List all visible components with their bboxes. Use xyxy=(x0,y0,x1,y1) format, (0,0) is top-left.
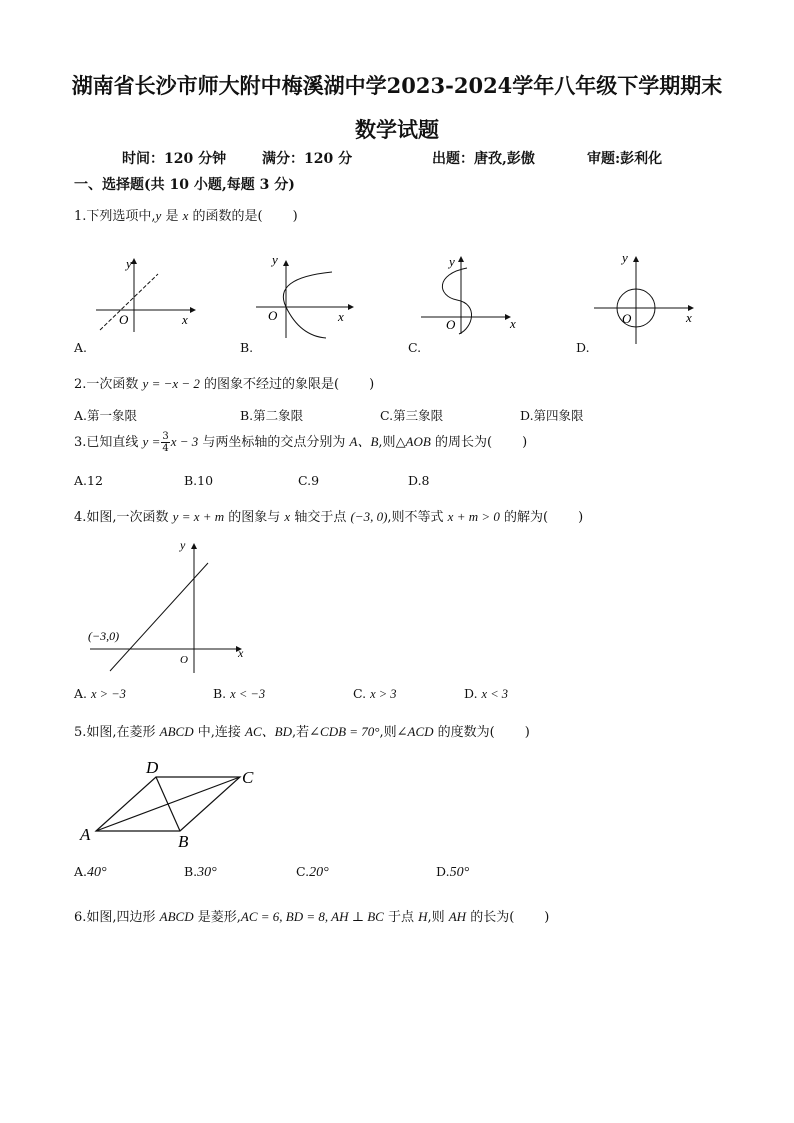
q5-text: 的度数为( xyxy=(433,725,495,740)
fraction-numerator: 3 xyxy=(162,431,169,442)
q4-option-c[interactable] xyxy=(353,686,397,702)
vertex-c-label: C xyxy=(242,768,254,787)
q2-text: ) xyxy=(369,377,375,392)
q5-shape: ABCD xyxy=(159,724,194,739)
fraction-denominator: 4 xyxy=(162,443,169,454)
q4-option-b[interactable] xyxy=(213,686,265,702)
question-3 xyxy=(74,431,527,454)
q4-text: 4.如图,一次函数 xyxy=(74,510,173,525)
q3-text: 3.已知直线 xyxy=(74,435,143,450)
q5-text: ) xyxy=(524,725,530,740)
vertex-d-label: D xyxy=(146,758,159,777)
q4-expression: y = x + m xyxy=(172,509,225,524)
q3-text: 的周长为( xyxy=(430,435,493,450)
exam-subtitle: 数学试题 xyxy=(355,117,439,142)
y-axis-label: y xyxy=(126,256,132,271)
q1-graph-d xyxy=(592,246,702,346)
q4-text: ,则不等式 xyxy=(387,510,448,525)
exam-reviewer: 审题:彭利化 xyxy=(587,151,663,167)
q1-option-a[interactable]: A. xyxy=(74,340,88,355)
x-axis-label: x xyxy=(510,316,516,331)
option-value: x > 3 xyxy=(370,687,397,701)
q3-triangle: △AOB xyxy=(395,434,431,449)
origin-label: O xyxy=(446,317,456,332)
question-2 xyxy=(74,373,374,392)
x-axis-label: x xyxy=(238,646,244,660)
q5-option-b[interactable] xyxy=(184,864,217,881)
q2-option-d[interactable]: D.第四象限 xyxy=(520,408,584,423)
q5-angle: ∠CDB = 70° xyxy=(309,724,380,739)
q3-points: A、B xyxy=(349,434,379,449)
q2-option-b[interactable]: B.第二象限 xyxy=(240,408,304,423)
exam-setters: 出题：唐孜,彭傲 xyxy=(432,151,535,167)
option-value: 50° xyxy=(449,865,470,880)
q3-expr: x − 3 xyxy=(170,434,199,449)
q3-option-a[interactable]: A.12 xyxy=(74,473,103,488)
option-letter: D. xyxy=(436,864,450,879)
q2-text: 2.一次函数 xyxy=(74,377,143,392)
q3-option-d[interactable]: D.8 xyxy=(408,473,430,488)
q1-graph-a xyxy=(90,250,200,335)
vertex-b-label: B xyxy=(178,832,189,851)
q4-option-a[interactable] xyxy=(74,686,126,702)
x-axis-label: x xyxy=(686,310,692,325)
q3-text: ,则 xyxy=(378,435,396,450)
q2-option-a[interactable]: A.第一象限 xyxy=(74,408,138,423)
q6-text: ,则 xyxy=(427,910,449,925)
q4-option-d[interactable] xyxy=(464,686,508,702)
q1-graph-b xyxy=(250,250,360,340)
q1-option-c[interactable]: C. xyxy=(408,340,422,355)
exam-time: 时间：120 分钟 xyxy=(122,151,227,167)
q6-text: 于点 xyxy=(383,910,419,925)
q6-conditions: AC = 6, BD = 8, AH ⊥ BC xyxy=(240,909,384,924)
q5-target: ∠ACD xyxy=(396,724,434,739)
q1-text: ) xyxy=(292,209,298,224)
option-value: 30° xyxy=(197,865,217,880)
q6-shape: ABCD xyxy=(159,909,194,924)
option-value: 40° xyxy=(87,865,107,880)
option-letter: C. xyxy=(296,864,310,879)
q4-point: (−3, 0) xyxy=(350,509,388,524)
q1-text: 的函数的是( xyxy=(188,209,263,224)
q6-segment-ah: AH xyxy=(448,909,467,924)
q1-var-x: x xyxy=(182,208,189,223)
q5-option-a[interactable] xyxy=(74,864,107,881)
option-value: x > −3 xyxy=(91,687,126,701)
q6-text: 的长为( xyxy=(466,910,515,925)
q1-var-y: y xyxy=(155,208,162,223)
x-axis-label: x xyxy=(182,312,188,327)
q2-option-c[interactable]: C.第三象限 xyxy=(380,408,444,423)
origin-label: O xyxy=(119,312,129,327)
q5-text: 5.如图,在菱形 xyxy=(74,725,160,740)
y-axis-label: y xyxy=(449,254,455,269)
y-axis-label: y xyxy=(180,538,186,552)
option-letter: A. xyxy=(74,686,88,701)
q4-var-x: x xyxy=(284,509,291,524)
q4-text: 的解为( xyxy=(499,510,549,525)
q1-graph-c xyxy=(415,250,525,335)
q3-option-b[interactable]: B.10 xyxy=(184,473,214,488)
q1-option-b[interactable]: B. xyxy=(240,340,254,355)
question-4 xyxy=(74,506,583,525)
q1-text: 是 xyxy=(161,209,183,224)
question-1 xyxy=(74,205,298,224)
q2-expression: y = −x − 2 xyxy=(142,376,200,391)
option-letter: B. xyxy=(184,864,198,879)
origin-label: O xyxy=(268,308,278,323)
option-letter: C. xyxy=(353,686,367,701)
q3-option-c[interactable]: C.9 xyxy=(298,473,320,488)
y-axis-label: y xyxy=(622,250,628,265)
q4-inequality: x + m > 0 xyxy=(447,509,500,524)
question-5 xyxy=(74,721,530,740)
exam-title: 湖南省长沙市师大附中梅溪湖中学2023-2024学年八年级下学期期末 xyxy=(71,73,723,98)
q4-graph xyxy=(86,535,256,675)
option-letter: D. xyxy=(464,686,478,701)
q5-rhombus-figure xyxy=(74,755,274,851)
q3-text: ) xyxy=(522,435,528,450)
vertex-a-label: A xyxy=(80,825,91,844)
q1-text: 1.下列选项中, xyxy=(74,209,156,224)
q5-text: 中,连接 xyxy=(193,725,246,740)
q3-expr: y = xyxy=(142,434,161,449)
section-heading: 一、选择题(共 10 小题,每题 3 分) xyxy=(74,177,295,193)
intercept-label: (−3,0) xyxy=(88,629,120,643)
q3-text: 与两坐标轴的交点分别为 xyxy=(198,435,350,450)
q5-text: ,则 xyxy=(379,725,397,740)
option-value: x < 3 xyxy=(481,687,509,701)
exam-score: 满分：120 分 xyxy=(262,151,353,167)
option-value: x < −3 xyxy=(230,687,266,701)
origin-label: O xyxy=(180,654,188,666)
q1-option-d[interactable]: D. xyxy=(576,340,590,355)
origin-label: O xyxy=(622,311,632,326)
q2-text: 的图象不经过的象限是( xyxy=(199,377,340,392)
q5-option-d[interactable] xyxy=(436,864,469,881)
option-value: 20° xyxy=(309,865,329,880)
option-letter: A. xyxy=(74,864,88,879)
q6-text: ) xyxy=(544,910,550,925)
q4-text: 的图象与 xyxy=(224,510,285,525)
q6-text: 是菱形, xyxy=(193,910,241,925)
q3-fraction xyxy=(161,431,169,454)
y-axis-label: y xyxy=(272,252,278,267)
question-6 xyxy=(74,906,549,925)
q4-text: ) xyxy=(578,510,584,525)
x-axis-label: x xyxy=(338,309,344,324)
q6-text: 6.如图,四边形 xyxy=(74,910,160,925)
option-letter: B. xyxy=(213,686,227,701)
q5-text: ,若 xyxy=(291,725,310,740)
q4-text: 轴交于点 xyxy=(290,510,351,525)
q5-option-c[interactable] xyxy=(296,864,329,881)
q5-diagonals: AC、BD xyxy=(245,724,292,739)
q6-point-h: H xyxy=(418,909,428,924)
